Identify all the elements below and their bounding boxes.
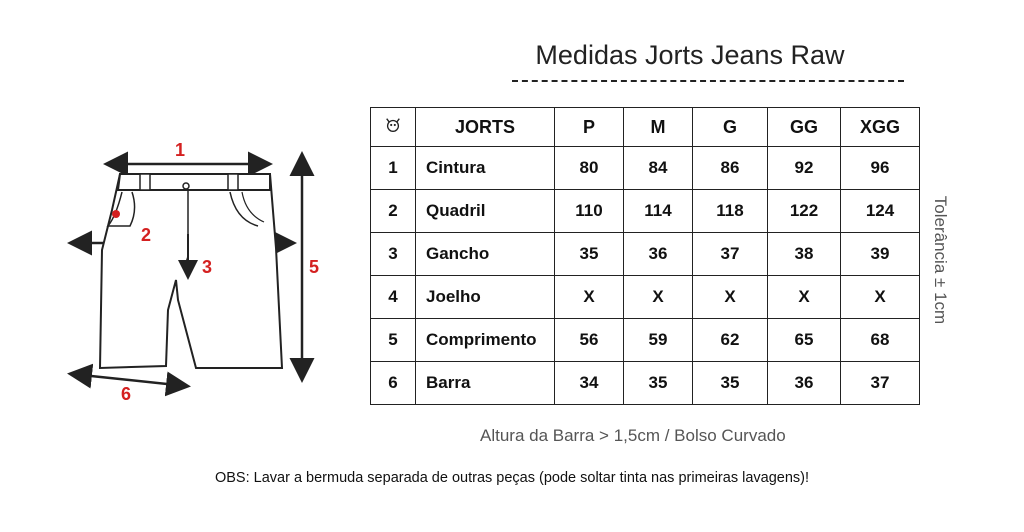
skull-icon: [384, 116, 402, 134]
table-row: [371, 319, 920, 362]
label-length: 5: [308, 257, 320, 277]
skull-icon-cell: [371, 108, 416, 147]
logo-patch-icon: [112, 210, 120, 218]
header-jorts: JORTS: [416, 108, 555, 147]
row-value: 122: [768, 190, 841, 233]
row-number: 1: [371, 147, 416, 190]
row-value: 38: [768, 233, 841, 276]
button-icon: [183, 183, 189, 189]
row-number: 5: [371, 319, 416, 362]
row-value: X: [841, 276, 920, 319]
table-row: [371, 362, 920, 405]
row-value: X: [693, 276, 768, 319]
header-size-xgg: XGG: [841, 108, 920, 147]
header-size-m: M: [624, 108, 693, 147]
row-value: 80: [555, 147, 624, 190]
row-value: 65: [768, 319, 841, 362]
row-value: 56: [555, 319, 624, 362]
row-name: Cintura: [416, 147, 555, 190]
size-table: [370, 107, 920, 405]
header-size-gg: GG: [768, 108, 841, 147]
table-row: [371, 233, 920, 276]
shorts-diagram: [60, 130, 350, 410]
row-value: 36: [624, 233, 693, 276]
row-value: 124: [841, 190, 920, 233]
label-hem: 6: [120, 384, 132, 404]
label-rise: 3: [201, 257, 213, 277]
tolerance-label: Tolerância ± 1cm: [931, 195, 950, 325]
hem-note: Altura da Barra > 1,5cm / Bolso Curvado: [480, 426, 786, 445]
row-value: 36: [768, 362, 841, 405]
row-value: 68: [841, 319, 920, 362]
row-value: 35: [555, 233, 624, 276]
row-value: 114: [624, 190, 693, 233]
table-header-row: [371, 108, 920, 147]
row-number: 4: [371, 276, 416, 319]
care-note: OBS: Lavar a bermuda separada de outras peças (pode soltar tinta nas primeiras lavagens)!: [214, 470, 810, 486]
row-number: 3: [371, 233, 416, 276]
row-name: Comprimento: [416, 319, 555, 362]
table-row: [371, 147, 920, 190]
row-value: X: [624, 276, 693, 319]
header-size-g: G: [693, 108, 768, 147]
row-name: Joelho: [416, 276, 555, 319]
label-waist: 1: [174, 140, 186, 160]
row-value: 39: [841, 233, 920, 276]
row-value: 35: [693, 362, 768, 405]
row-name: Barra: [416, 362, 555, 405]
label-hip: 2: [140, 225, 152, 245]
row-value: X: [768, 276, 841, 319]
row-value: 59: [624, 319, 693, 362]
row-value: 118: [693, 190, 768, 233]
page-title: Medidas Jorts Jeans Raw: [535, 40, 845, 70]
row-value: 110: [555, 190, 624, 233]
row-value: 37: [841, 362, 920, 405]
row-value: 35: [624, 362, 693, 405]
table-row: [371, 276, 920, 319]
row-name: Quadril: [416, 190, 555, 233]
row-number: 6: [371, 362, 416, 405]
row-name: Gancho: [416, 233, 555, 276]
row-value: 37: [693, 233, 768, 276]
row-value: 34: [555, 362, 624, 405]
row-value: 84: [624, 147, 693, 190]
table-row: [371, 190, 920, 233]
row-number: 2: [371, 190, 416, 233]
row-value: 96: [841, 147, 920, 190]
header-size-p: P: [555, 108, 624, 147]
row-value: 92: [768, 147, 841, 190]
row-value: X: [555, 276, 624, 319]
title-underline: [512, 80, 904, 82]
row-value: 62: [693, 319, 768, 362]
row-value: 86: [693, 147, 768, 190]
